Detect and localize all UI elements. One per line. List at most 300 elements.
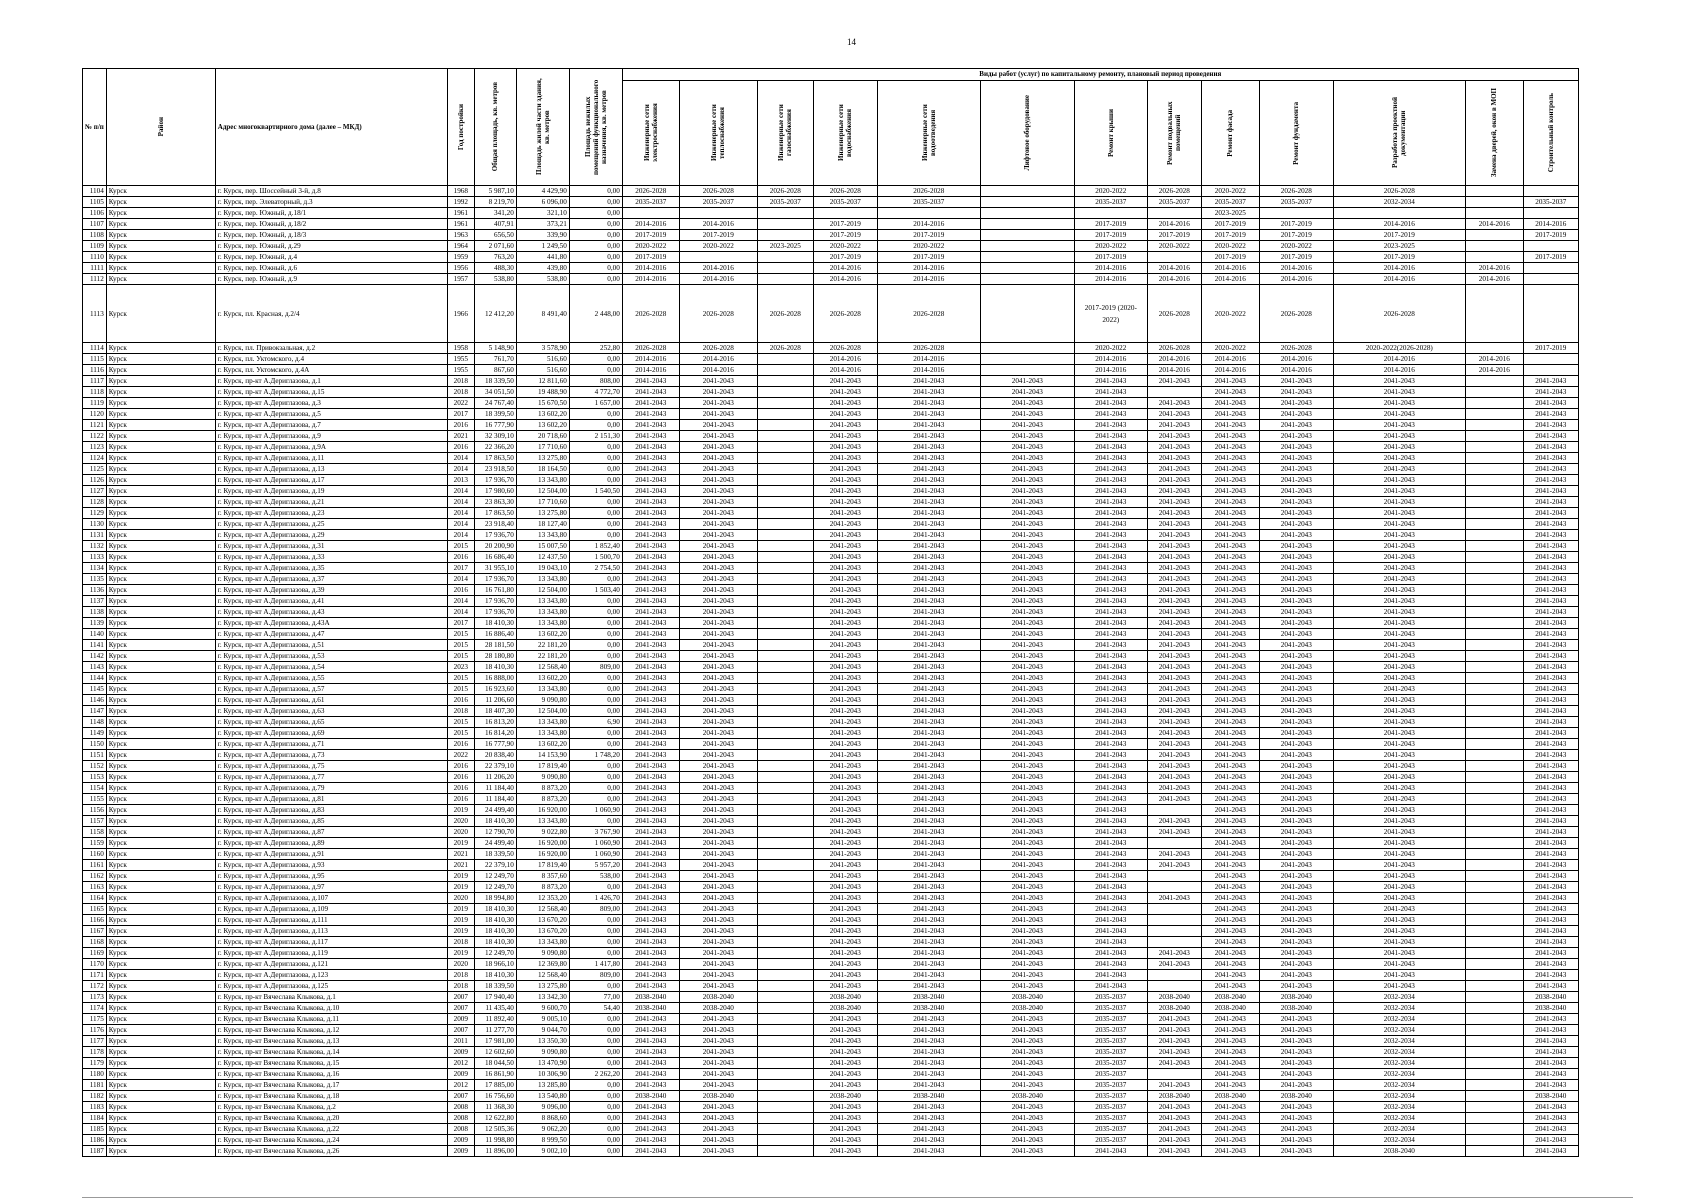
cell-work-period: 2041-2043	[622, 464, 679, 475]
cell-work-period: 2041-2043	[877, 398, 980, 409]
cell-work-period	[1465, 882, 1523, 893]
cell-living-area: 17 710,60	[516, 442, 569, 453]
cell-district: Курск	[106, 585, 215, 596]
cell-work-period: 2041-2043	[1147, 596, 1201, 607]
cell-work-period: 2017-2019	[1201, 230, 1259, 241]
col-living-area-header: Площадь жилой части здания, кв. метров	[516, 69, 569, 186]
cell-district: Курск	[106, 1025, 215, 1036]
cell-work-period: 2041-2043	[1074, 398, 1147, 409]
cell-work-period: 2041-2043	[622, 1047, 679, 1058]
cell-work-period: 2041-2043	[679, 761, 757, 772]
cell-work-period: 2041-2043	[1523, 640, 1578, 651]
cell-work-period: 2014-2016	[1201, 354, 1259, 365]
cell-work-period: 2041-2043	[1074, 728, 1147, 739]
table-row	[83, 827, 1579, 838]
cell-work-period: 2041-2043	[980, 1058, 1074, 1069]
cell-work-period: 2041-2043	[1201, 1058, 1259, 1069]
cell-work-period: 2017-2019	[877, 252, 980, 263]
cell-work-period: 2041-2043	[1333, 761, 1465, 772]
cell-address: г. Курск, пр-кт А.Дериглазова, д.41	[215, 596, 447, 607]
cell-work-period: 2041-2043	[980, 750, 1074, 761]
cell-work-period: 2041-2043	[1201, 1113, 1259, 1124]
cell-work-period: 2041-2043	[1201, 376, 1259, 387]
cell-district: Курск	[106, 651, 215, 662]
cell-work-period: 2041-2043	[679, 838, 757, 849]
cell-total-area: 16 861,90	[474, 1069, 516, 1080]
cell-work-period: 2041-2043	[622, 838, 679, 849]
cell-work-period: 2041-2043	[1523, 1025, 1578, 1036]
cell-year: 1966	[447, 285, 474, 343]
cell-work-period	[1465, 926, 1523, 937]
cell-work-period: 2038-2040	[679, 1003, 757, 1014]
cell-num: 1151	[83, 750, 107, 761]
cell-address: г. Курск, пр-кт Вячеслава Клыкова, д.11	[215, 1014, 447, 1025]
cell-work-period: 2038-2040	[1147, 992, 1201, 1003]
cell-address: г. Курск, пр-кт А.Дериглазова, д.23	[215, 508, 447, 519]
cell-district: Курск	[106, 530, 215, 541]
cell-work-period: 2041-2043	[980, 475, 1074, 486]
cell-living-area: 516,60	[516, 354, 569, 365]
cell-num: 1162	[83, 871, 107, 882]
cell-work-period: 2041-2043	[877, 552, 980, 563]
table-row	[83, 959, 1579, 970]
cell-work-period: 2014-2016	[1074, 263, 1147, 274]
table-row	[83, 783, 1579, 794]
cell-work-period: 2041-2043	[877, 618, 980, 629]
cell-work-period: 2041-2043	[1147, 761, 1201, 772]
table-row	[83, 1080, 1579, 1091]
table-row	[83, 838, 1579, 849]
cell-work-period	[1465, 761, 1523, 772]
cell-work-period: 2041-2043	[1147, 794, 1201, 805]
cell-living-area: 12 353,20	[516, 893, 569, 904]
table-row	[83, 453, 1579, 464]
cell-work-period: 2041-2043	[980, 805, 1074, 816]
cell-work-period: 2041-2043	[1259, 838, 1333, 849]
cell-nonres-area: 0,00	[569, 530, 622, 541]
col-year-header: Год постройки	[447, 69, 474, 186]
cell-nonres-area: 1 060,90	[569, 805, 622, 816]
cell-year: 2016	[447, 552, 474, 563]
cell-work-period: 2041-2043	[1147, 750, 1201, 761]
cell-work-period	[757, 1036, 813, 1047]
cell-work-period: 2041-2043	[877, 882, 980, 893]
cell-work-period: 2014-2016	[1333, 219, 1465, 230]
cell-address: г. Курск, пр-кт Вячеслава Клыкова, д.10	[215, 1003, 447, 1014]
cell-work-period: 2020-2022	[1201, 186, 1259, 197]
table-row	[83, 387, 1579, 398]
cell-district: Курск	[106, 959, 215, 970]
cell-work-period: 2041-2043	[1333, 673, 1465, 684]
cell-year: 2008	[447, 1102, 474, 1113]
cell-work-period: 2041-2043	[679, 1135, 757, 1146]
cell-total-area: 12 505,36	[474, 1124, 516, 1135]
cell-work-period: 2041-2043	[980, 662, 1074, 673]
cell-nonres-area: 0,00	[569, 684, 622, 695]
cell-work-period: 2041-2043	[1523, 1047, 1578, 1058]
cell-work-period	[980, 252, 1074, 263]
cell-address: г. Курск, пр-кт А.Дериглазова, д.125	[215, 981, 447, 992]
table-row	[83, 926, 1579, 937]
cell-district: Курск	[106, 981, 215, 992]
cell-work-period: 2041-2043	[877, 1080, 980, 1091]
cell-district: Курск	[106, 219, 215, 230]
cell-work-period: 2026-2028	[877, 343, 980, 354]
cell-work-period	[757, 937, 813, 948]
cell-work-period: 2041-2043	[1523, 519, 1578, 530]
cell-work-period: 2041-2043	[877, 717, 980, 728]
cell-work-period	[1523, 186, 1578, 197]
cell-work-period: 2041-2043	[1523, 805, 1578, 816]
col-work-header: Ремонт подвальных помещений	[1147, 81, 1201, 186]
cell-work-period: 2041-2043	[980, 453, 1074, 464]
cell-work-period: 2041-2043	[1147, 959, 1201, 970]
cell-work-period	[1465, 420, 1523, 431]
cell-work-period: 2041-2043	[622, 673, 679, 684]
cell-living-area: 18 127,40	[516, 519, 569, 530]
cell-work-period: 2041-2043	[1333, 728, 1465, 739]
table-row	[83, 343, 1579, 354]
cell-work-period	[1147, 252, 1201, 263]
cell-nonres-area: 0,00	[569, 1058, 622, 1069]
cell-work-period: 2041-2043	[1074, 816, 1147, 827]
cell-work-period: 2041-2043	[1074, 497, 1147, 508]
cell-work-period: 2041-2043	[813, 464, 877, 475]
cell-year: 1961	[447, 219, 474, 230]
cell-district: Курск	[106, 475, 215, 486]
cell-work-period: 2041-2043	[1333, 486, 1465, 497]
cell-work-period: 2023-2025	[1201, 208, 1259, 219]
cell-year: 2020	[447, 893, 474, 904]
cell-work-period: 2035-2037	[757, 197, 813, 208]
cell-address: г. Курск, пр-кт А.Дериглазова, д.97	[215, 882, 447, 893]
cell-address: г. Курск, пр-кт Вячеслава Клыкова, д.26	[215, 1146, 447, 1157]
cell-work-period: 2038-2040	[1147, 1003, 1201, 1014]
cell-work-period	[1523, 274, 1578, 285]
cell-district: Курск	[106, 497, 215, 508]
cell-work-period: 2041-2043	[622, 761, 679, 772]
table-row	[83, 365, 1579, 376]
cell-district: Курск	[106, 684, 215, 695]
cell-work-period: 2041-2043	[877, 739, 980, 750]
cell-total-area: 2 071,60	[474, 241, 516, 252]
cell-work-period: 2041-2043	[1074, 607, 1147, 618]
cell-work-period	[757, 860, 813, 871]
cell-work-period	[757, 1135, 813, 1146]
cell-address: г. Курск, пр-кт Вячеслава Клыкова, д.24	[215, 1135, 447, 1146]
cell-work-period: 2041-2043	[1523, 552, 1578, 563]
cell-district: Курск	[106, 409, 215, 420]
cell-work-period	[1465, 728, 1523, 739]
cell-address: г. Курск, пер. Южный, д.29	[215, 241, 447, 252]
cell-work-period: 2041-2043	[1333, 926, 1465, 937]
cell-year: 2014	[447, 453, 474, 464]
cell-total-area: 18 966,10	[474, 959, 516, 970]
cell-work-period: 2041-2043	[622, 486, 679, 497]
cell-nonres-area: 809,00	[569, 970, 622, 981]
col-work-header: Ремонт фасада	[1201, 81, 1259, 186]
cell-work-period: 2041-2043	[1147, 618, 1201, 629]
cell-work-period: 2041-2043	[1147, 739, 1201, 750]
cell-year: 2016	[447, 772, 474, 783]
cell-work-period: 2035-2037	[1074, 1102, 1147, 1113]
cell-work-period: 2041-2043	[877, 926, 980, 937]
cell-district: Курск	[106, 948, 215, 959]
cell-address: г. Курск, пр-кт А.Дериглазова, д.93	[215, 860, 447, 871]
cell-work-period	[1465, 640, 1523, 651]
cell-work-period: 2017-2019	[1523, 343, 1578, 354]
cell-num: 1177	[83, 1036, 107, 1047]
cell-num: 1158	[83, 827, 107, 838]
cell-work-period: 2041-2043	[1333, 750, 1465, 761]
cell-address: г. Курск, пр-кт А.Дериглазова, д.69	[215, 728, 447, 739]
cell-address: г. Курск, пр-кт А.Дериглазова, д.7	[215, 420, 447, 431]
cell-year: 1955	[447, 365, 474, 376]
cell-work-period: 2041-2043	[1259, 816, 1333, 827]
cell-work-period: 2041-2043	[1523, 838, 1578, 849]
cell-living-area: 13 343,80	[516, 937, 569, 948]
cell-work-period: 2014-2016	[813, 354, 877, 365]
cell-work-period: 2041-2043	[813, 761, 877, 772]
cell-work-period	[757, 1091, 813, 1102]
cell-living-area: 373,21	[516, 219, 569, 230]
cell-num: 1125	[83, 464, 107, 475]
cell-work-period: 2041-2043	[679, 926, 757, 937]
cell-work-period	[1465, 208, 1523, 219]
cell-living-area: 17 819,40	[516, 860, 569, 871]
cell-work-period: 2041-2043	[679, 651, 757, 662]
cell-work-period: 2041-2043	[1333, 618, 1465, 629]
cell-address: г. Курск, пр-кт А.Дериглазова, д.63	[215, 706, 447, 717]
cell-work-period: 2020-2022	[877, 241, 980, 252]
cell-work-period: 2041-2043	[679, 574, 757, 585]
cell-year: 2016	[447, 761, 474, 772]
cell-address: г. Курск, пр-кт А.Дериглазова, д.85	[215, 816, 447, 827]
table-row	[83, 849, 1579, 860]
cell-work-period: 2041-2043	[1074, 640, 1147, 651]
cell-work-period: 2041-2043	[1523, 420, 1578, 431]
cell-work-period	[1465, 915, 1523, 926]
cell-work-period: 2041-2043	[1147, 409, 1201, 420]
cell-work-period: 2041-2043	[813, 937, 877, 948]
cell-work-period: 2026-2028	[622, 285, 679, 343]
cell-district: Курск	[106, 618, 215, 629]
cell-work-period: 2017-2019	[622, 252, 679, 263]
cell-nonres-area: 0,00	[569, 981, 622, 992]
cell-district: Курск	[106, 1146, 215, 1157]
cell-nonres-area: 1 417,80	[569, 959, 622, 970]
cell-work-period: 2032-2034	[1333, 1124, 1465, 1135]
cell-total-area: 761,70	[474, 354, 516, 365]
cell-work-period: 2038-2040	[622, 1003, 679, 1014]
cell-work-period: 2041-2043	[679, 860, 757, 871]
cell-work-period: 2026-2028	[877, 285, 980, 343]
cell-year: 2015	[447, 541, 474, 552]
cell-address: г. Курск, пр-кт А.Дериглазова, д.43А	[215, 618, 447, 629]
cell-district: Курск	[106, 1058, 215, 1069]
cell-district: Курск	[106, 1036, 215, 1047]
cell-work-period: 2014-2016	[813, 274, 877, 285]
cell-work-period	[757, 1014, 813, 1025]
cell-nonres-area: 0,00	[569, 1124, 622, 1135]
cell-nonres-area: 1 748,20	[569, 750, 622, 761]
cell-work-period: 2041-2043	[980, 398, 1074, 409]
cell-work-period: 2041-2043	[980, 497, 1074, 508]
bottom-rule	[82, 1197, 1633, 1198]
cell-work-period: 2041-2043	[980, 882, 1074, 893]
cell-work-period: 2041-2043	[980, 585, 1074, 596]
table-row	[83, 585, 1579, 596]
cell-work-period	[1465, 1113, 1523, 1124]
cell-work-period: 2041-2043	[877, 904, 980, 915]
cell-district: Курск	[106, 365, 215, 376]
cell-work-period	[877, 208, 980, 219]
cell-living-area: 13 343,80	[516, 530, 569, 541]
cell-nonres-area: 1 852,40	[569, 541, 622, 552]
table-row	[83, 252, 1579, 263]
cell-year: 2019	[447, 805, 474, 816]
cell-nonres-area: 252,80	[569, 343, 622, 354]
cell-num: 1186	[83, 1135, 107, 1146]
cell-num: 1187	[83, 1146, 107, 1157]
cell-work-period: 2041-2043	[1333, 475, 1465, 486]
cell-work-period: 2041-2043	[1259, 574, 1333, 585]
cell-work-period: 2035-2037	[1074, 197, 1147, 208]
cell-work-period: 2041-2043	[1333, 882, 1465, 893]
cell-address: г. Курск, пр-кт Вячеслава Клыкова, д.14	[215, 1047, 447, 1058]
cell-total-area: 5 148,90	[474, 343, 516, 354]
cell-work-period: 2041-2043	[877, 1036, 980, 1047]
cell-living-area: 13 342,30	[516, 992, 569, 1003]
cell-year: 2014	[447, 607, 474, 618]
cell-work-period	[757, 420, 813, 431]
cell-work-period	[1147, 387, 1201, 398]
cell-work-period: 2041-2043	[1523, 695, 1578, 706]
cell-work-period: 2035-2037	[1074, 1014, 1147, 1025]
cell-work-period	[1465, 838, 1523, 849]
cell-work-period: 2041-2043	[1147, 574, 1201, 585]
cell-work-period	[1465, 992, 1523, 1003]
cell-address: г. Курск, пр-кт А.Дериглазова, д.1	[215, 376, 447, 387]
cell-work-period: 2026-2028	[1259, 343, 1333, 354]
cell-year: 2019	[447, 871, 474, 882]
cell-work-period: 2041-2043	[1333, 508, 1465, 519]
cell-work-period: 2041-2043	[622, 1135, 679, 1146]
cell-address: г. Курск, пл. Уктомского, д.4А	[215, 365, 447, 376]
cell-living-area: 12 504,00	[516, 585, 569, 596]
cell-work-period: 2041-2043	[1333, 442, 1465, 453]
cell-num: 1144	[83, 673, 107, 684]
cell-address: г. Курск, пр-кт Вячеслава Клыкова, д.22	[215, 1124, 447, 1135]
cell-work-period	[757, 1102, 813, 1113]
cell-living-area: 12 504,00	[516, 706, 569, 717]
cell-year: 1961	[447, 208, 474, 219]
cell-work-period: 2041-2043	[877, 497, 980, 508]
cell-nonres-area: 0,00	[569, 728, 622, 739]
cell-living-area: 13 343,80	[516, 475, 569, 486]
cell-work-period	[1465, 1036, 1523, 1047]
cell-num: 1107	[83, 219, 107, 230]
cell-work-period: 2041-2043	[980, 409, 1074, 420]
cell-work-period: 2041-2043	[679, 530, 757, 541]
cell-num: 1145	[83, 684, 107, 695]
cell-work-period	[1465, 739, 1523, 750]
cell-year: 1958	[447, 343, 474, 354]
cell-nonres-area: 0,00	[569, 607, 622, 618]
cell-work-period: 2041-2043	[980, 519, 1074, 530]
cell-work-period: 2041-2043	[1074, 651, 1147, 662]
cell-district: Курск	[106, 607, 215, 618]
cell-work-period: 2038-2040	[1523, 1003, 1578, 1014]
cell-work-period	[813, 208, 877, 219]
cell-work-period: 2041-2043	[1201, 761, 1259, 772]
cell-work-period: 2041-2043	[679, 816, 757, 827]
cell-work-period: 2014-2016	[1333, 365, 1465, 376]
cell-address: г. Курск, пер. Южный, д.6	[215, 263, 447, 274]
cell-address: г. Курск, пр-кт А.Дериглазова, д.29	[215, 530, 447, 541]
cell-work-period: 2041-2043	[813, 1058, 877, 1069]
cell-total-area: 18 410,30	[474, 915, 516, 926]
cell-district: Курск	[106, 464, 215, 475]
table-row	[83, 486, 1579, 497]
cell-work-period: 2041-2043	[1201, 409, 1259, 420]
cell-work-period: 2041-2043	[679, 376, 757, 387]
cell-work-period: 2041-2043	[1147, 1146, 1201, 1157]
cell-work-period: 2041-2043	[980, 860, 1074, 871]
table-row	[83, 640, 1579, 651]
cell-total-area: 341,20	[474, 208, 516, 219]
cell-work-period: 2041-2043	[622, 904, 679, 915]
cell-living-area: 13 343,80	[516, 728, 569, 739]
cell-year: 2012	[447, 1080, 474, 1091]
cell-work-period	[757, 728, 813, 739]
cell-district: Курск	[106, 937, 215, 948]
cell-work-period: 2017-2019	[1147, 230, 1201, 241]
cell-nonres-area: 0,00	[569, 882, 622, 893]
cell-work-period: 2041-2043	[877, 871, 980, 882]
cell-num: 1173	[83, 992, 107, 1003]
cell-work-period: 2041-2043	[1201, 827, 1259, 838]
table-row	[83, 948, 1579, 959]
cell-work-period: 2017-2019	[1333, 230, 1465, 241]
cell-nonres-area: 0,00	[569, 475, 622, 486]
cell-num: 1183	[83, 1102, 107, 1113]
table-row	[83, 937, 1579, 948]
cell-work-period: 2041-2043	[1201, 464, 1259, 475]
cell-work-period: 2041-2043	[1074, 475, 1147, 486]
cell-work-period	[757, 574, 813, 585]
cell-total-area: 16 761,80	[474, 585, 516, 596]
cell-work-period: 2041-2043	[622, 596, 679, 607]
cell-work-period	[1465, 285, 1523, 343]
cell-num: 1140	[83, 629, 107, 640]
cell-work-period: 2041-2043	[622, 552, 679, 563]
cell-work-period: 2041-2043	[622, 849, 679, 860]
cell-num: 1118	[83, 387, 107, 398]
cell-work-period: 2035-2037	[1074, 1080, 1147, 1091]
cell-work-period: 2041-2043	[1259, 1036, 1333, 1047]
cell-work-period: 2041-2043	[679, 585, 757, 596]
cell-work-period: 2041-2043	[1074, 915, 1147, 926]
cell-work-period: 2041-2043	[1259, 1058, 1333, 1069]
table-row	[83, 1058, 1579, 1069]
cell-work-period: 2041-2043	[877, 827, 980, 838]
cell-nonres-area: 0,00	[569, 274, 622, 285]
cell-work-period: 2041-2043	[1147, 827, 1201, 838]
cell-total-area: 18 410,30	[474, 926, 516, 937]
cell-work-period: 2041-2043	[980, 464, 1074, 475]
cell-work-period: 2041-2043	[1259, 453, 1333, 464]
